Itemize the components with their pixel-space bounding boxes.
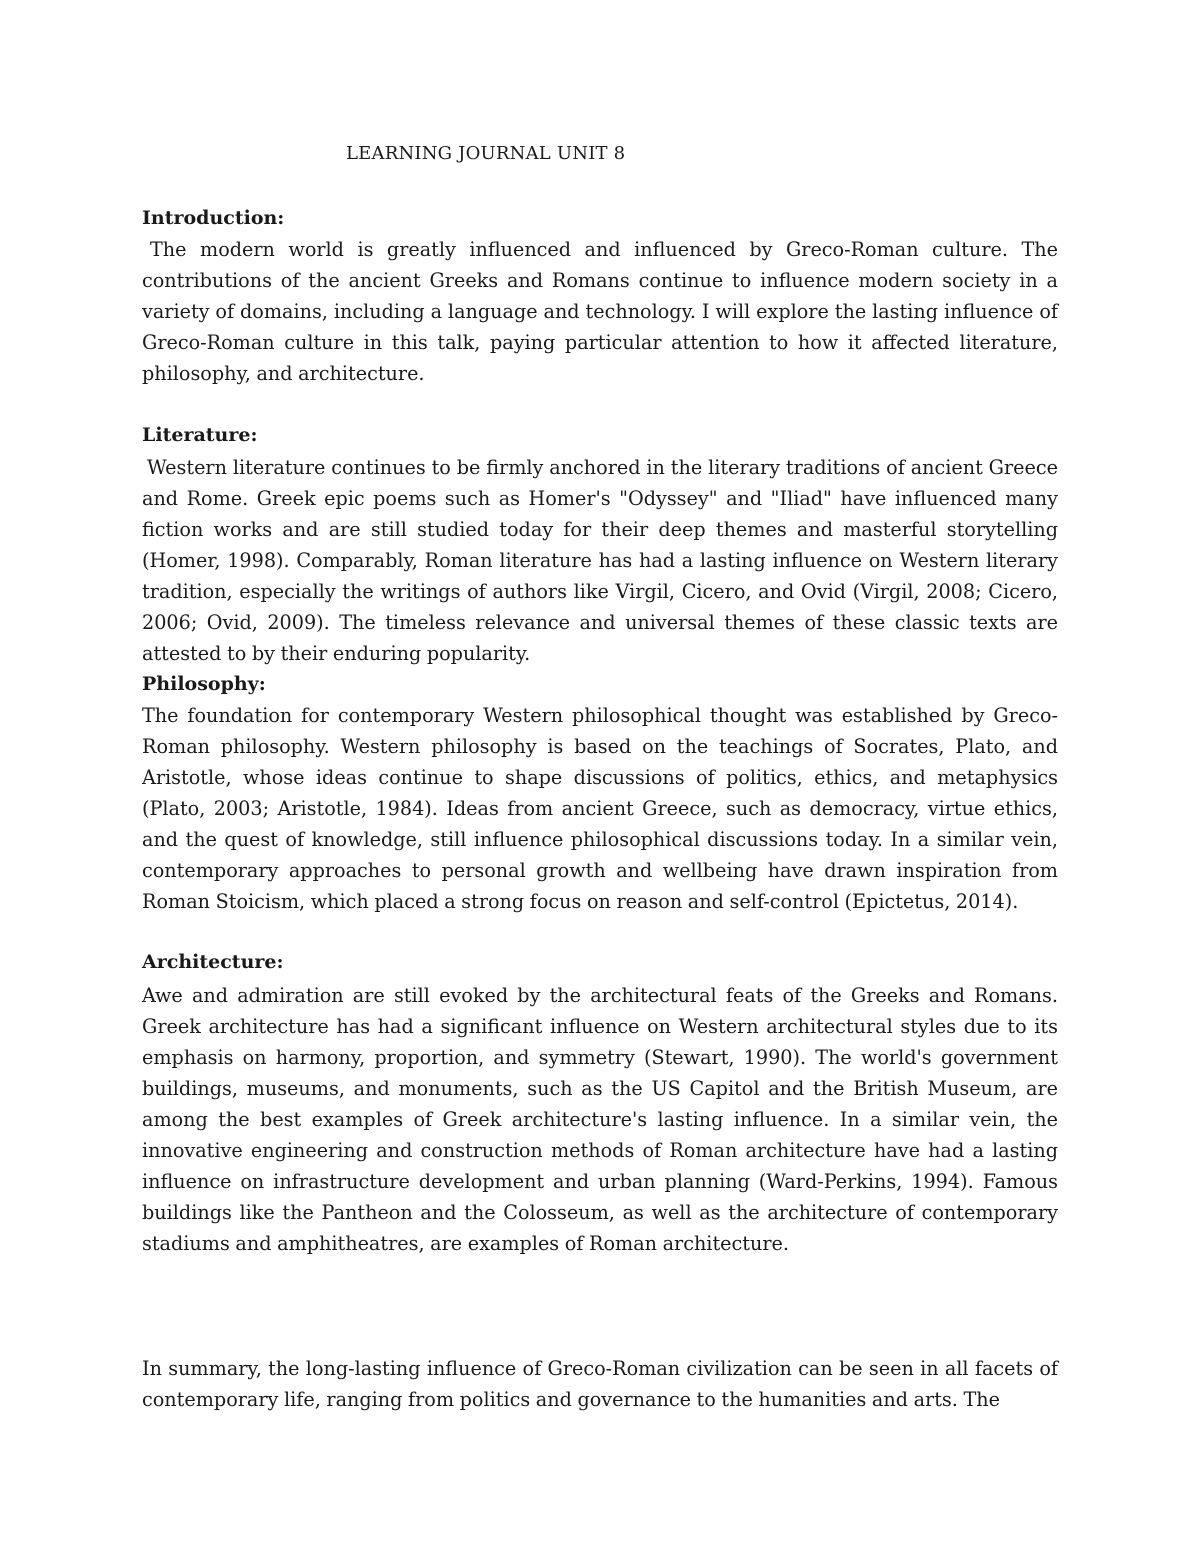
- section-heading-architecture: Architecture:: [142, 951, 284, 973]
- section-heading-introduction: Introduction:: [142, 207, 285, 229]
- paragraph-literature: Western literature continues to be firmly anchored in the literary traditions of ancient Greece and Rome. Greek epic poems such as Homer's "Odyssey" and "Iliad" have influenced many fiction works and are still studied today for their deep themes and masterful storytelling (Homer, 1998). Comparably, Roman literature has had a lasting influence on Western literary tradition, especially the writings of authors like Virgil, Cicero, and Ovid (Virgil, 2008; Cicero, 2006; Ovid, 2009). The timeless relevance and universal themes of these classic texts are attested to by their enduring popularity.: [142, 456, 1058, 665]
- paragraph-architecture: Awe and admiration are still evoked by the architectural feats of the Greeks and Romans. Greek architecture has had a significant influence on Western architectural styles due to its emphasis on harmony, proportion, and symmetry (Stewart, 1990). The world's government buildings, museums, and monuments, such as the US Capitol and the British Museum, are among the best examples of Greek architecture's lasting influence. In a similar vein, the innovative engineering and construction methods of Roman architecture have had a lasting influence on infrastructure development and urban planning (Ward-Perkins, 1994). Famous buildings like the Pantheon and the Colosseum, as well as the architecture of contemporary stadiums and amphitheatres, are examples of Roman architecture.: [142, 984, 1058, 1255]
- section-heading-literature: Literature:: [142, 424, 258, 446]
- paragraph-introduction: The modern world is greatly influenced and influenced by Greco-Roman culture. The contributions of the ancient Greeks and Romans continue to influence modern society in a variety of domains, including a language and technology. I will explore the lasting influence of Greco-Roman culture in this talk, paying particular attention to how it affected literature, philosophy, and architecture.: [142, 238, 1058, 385]
- document-title: LEARNING JOURNAL UNIT 8: [346, 143, 626, 164]
- section-heading-philosophy: Philosophy:: [142, 673, 266, 695]
- paragraph-philosophy: The foundation for contemporary Western philosophical thought was established by Greco-Roman philosophy. Western philosophy is based on the teachings of Socrates, Plato, and Aristotle, whose ideas continue to shape discussions of politics, ethics, and metaphysics (Plato, 2003; Aristotle, 1984). Ideas from ancient Greece, such as democracy, virtue ethics, and the quest of knowledge, still influence philosophical discussions today. In a similar vein, contemporary approaches to personal growth and wellbeing have drawn inspiration from Roman Stoicism, which placed a strong focus on reason and self-control (Epictetus, 2014).: [142, 704, 1058, 913]
- paragraph-summary: In summary, the long-lasting influence of Greco-Roman civilization can be seen in all facets of contemporary life, ranging from politics and governance to the humanities and arts. The: [142, 1357, 1058, 1411]
